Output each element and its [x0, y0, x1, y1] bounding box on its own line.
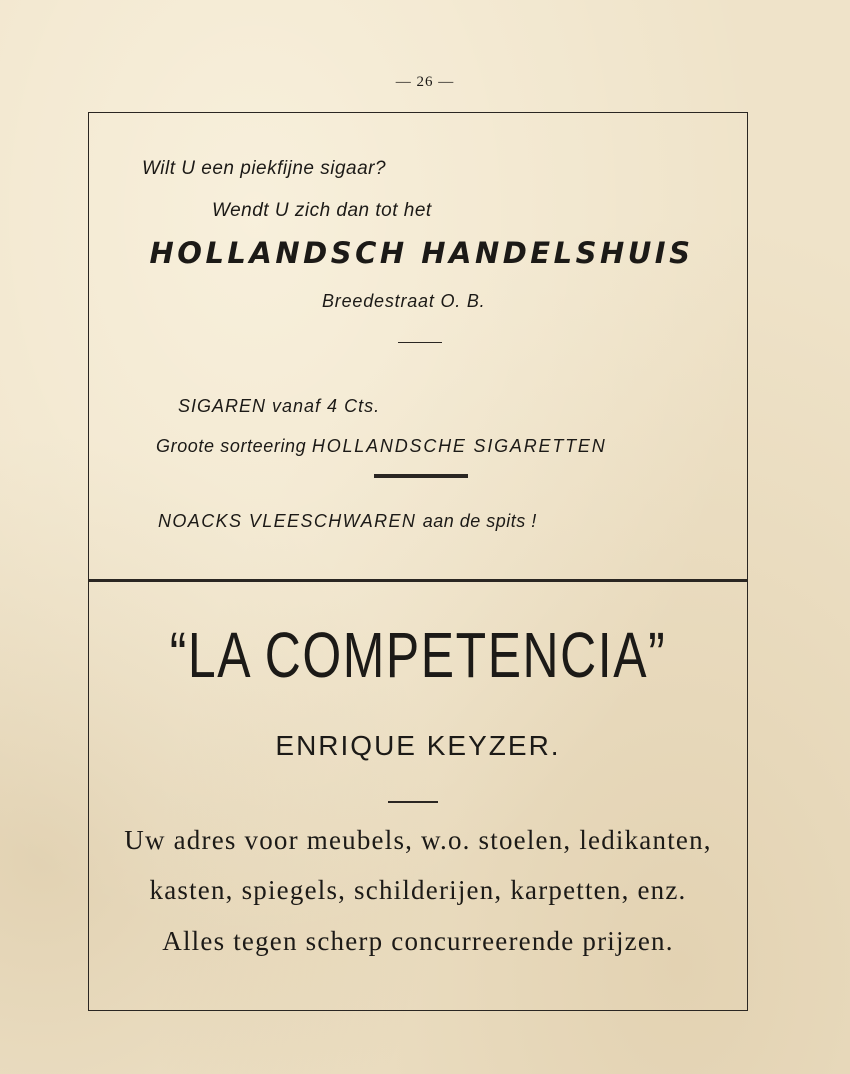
assortment-product: HOLLANDSCHE SIGARETTEN [311, 436, 607, 456]
ad-question: Wilt U een piekfijne sigaar? [142, 158, 387, 179]
assortment-line [156, 436, 607, 457]
meat-brand: NOACKS VLEESCHWAREN [158, 511, 417, 531]
shop-address: Breedestraat O. B. [322, 291, 486, 311]
cigar-price-line: SIGAREN vanaf 4 Cts. [178, 396, 381, 416]
shop-name: HOLLANDSCH HANDELSHUIS [149, 236, 694, 270]
assortment-prefix: Groote sorteering [156, 436, 307, 456]
store-description-line-2: kasten, spiegels, schilderijen, karpetten, enz. [149, 875, 687, 905]
thick-rule [374, 474, 468, 478]
store-description-line-3: Alles tegen scherp concurreerende prijzen. [162, 926, 674, 956]
section-divider [88, 579, 748, 582]
owner-name: ENRIQUE KEYZER. [275, 730, 561, 761]
store-title: “LA COMPETENCIA” [169, 619, 667, 691]
page-number: — 26 — [395, 74, 455, 90]
store-description-line-1: Uw adres voor meubels, w.o. stoelen, ledikanten, [124, 825, 712, 855]
short-rule [398, 342, 442, 343]
ad-invitation: Wendt U zich dan tot het [212, 200, 432, 221]
meat-suffix: aan de spits ! [422, 511, 537, 531]
meat-line [158, 511, 537, 532]
middle-rule [388, 801, 438, 803]
